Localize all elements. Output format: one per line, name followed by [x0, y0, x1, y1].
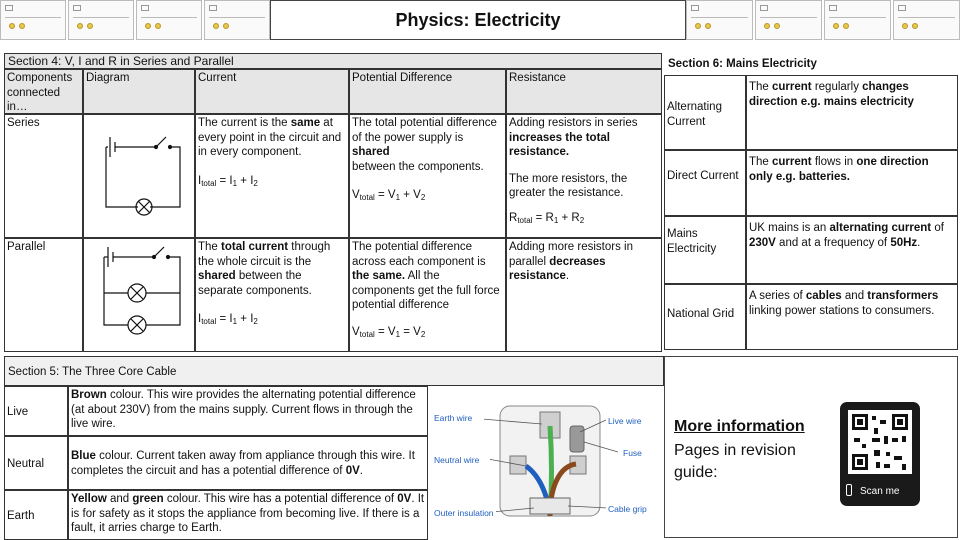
thumbnail [686, 0, 753, 40]
plug-label-neutral: Neutral wire [434, 455, 480, 465]
qr-code-card[interactable] [840, 402, 920, 506]
section5-title: Section 5: The Three Core Cable [4, 356, 664, 386]
series-res-equation: $R_{total} = R_1 + R_2$ [509, 211, 585, 225]
qr-code-svg [848, 410, 912, 474]
series-circuit-svg [84, 115, 195, 238]
cable-desc-earth: Yellow and green colour. This wire has a potential difference of 0V. It is for safety as it stops the appliance from becoming live. If there is a fault, it arries charge to Earth. [68, 490, 428, 540]
thumbnail [893, 0, 960, 40]
row-label-series: Series [4, 114, 83, 238]
thumbnail [136, 0, 202, 40]
phone-icon [846, 484, 852, 496]
s6-desc-3: A series of cables and transformers linking power stations to consumers. [746, 284, 958, 350]
series-current-bold: same [290, 117, 321, 129]
series-current-equation: $I_{total} = I_1 + I_2$ [198, 174, 258, 188]
parallel-pd-cell: The potential difference across each component is the same. All the components get the full force potential difference $V_{total} = V_1 = V_2$ [349, 238, 506, 352]
col-header-diagram: Diagram [83, 69, 195, 114]
thumbnail [204, 0, 270, 40]
section4-title: Section 4: V, I and R in Series and Parallel [4, 53, 662, 69]
plug-label-live: Live wire [608, 416, 642, 426]
earth-colour-b: green [132, 493, 164, 505]
plug-label-earth: Earth wire [434, 413, 473, 423]
parallel-current-bold: total current [221, 241, 289, 253]
s6-label-2: Mains Electricity [664, 216, 746, 284]
s6-label-1: Direct Current [664, 150, 746, 216]
col-header-resistance: Resistance [506, 69, 662, 114]
cable-label-live: Live [4, 386, 68, 436]
series-pd-bold: shared [352, 146, 390, 158]
parallel-res-bold: decreases resistance [509, 255, 606, 282]
series-resistance-cell [506, 114, 662, 238]
series-res-text-a: Adding resistors in series [509, 117, 638, 129]
series-circuit-diagram [83, 114, 195, 238]
series-res-more: The more resistors, the greater the resistance. [509, 172, 628, 199]
s6-desc-1: The current flows in one direction only e.g. batteries. [746, 150, 958, 216]
s6-label-0: Alternating Current [664, 75, 746, 150]
qr-code [848, 410, 912, 474]
s6-desc-0: The current regularly changes direction e.g. mains electricity [746, 75, 958, 150]
parallel-pd-bold: the same. [352, 270, 406, 282]
plug-label-outer: Outer insulation [434, 508, 494, 518]
page-title: Physics: Electricity [270, 0, 686, 40]
series-current-text-b: at every point in the circuit and in every component. [198, 117, 342, 158]
section6-title: Section 6: Mains Electricity [664, 55, 958, 73]
parallel-pd-equation: $V_{total} = V_1 = V_2$ [352, 325, 426, 339]
parallel-current-bold2: shared [198, 270, 236, 282]
cable-label-earth: Earth [4, 490, 68, 540]
plug-label-fuse: Fuse [623, 448, 642, 458]
cable-label-neutral: Neutral [4, 436, 68, 490]
series-pd-cell [349, 114, 506, 238]
parallel-circuit-diagram [83, 238, 195, 352]
series-pd-equation: $V_{total} = V_1 + V_2$ [352, 189, 426, 202]
col-header-components: Components connected in… [4, 69, 83, 114]
qr-caption: Scan me [860, 486, 900, 497]
thumbnail-strip-left [0, 0, 270, 40]
parallel-resistance-cell: Adding more resistors in parallel decreases resistance. [506, 238, 662, 352]
thumbnail-strip-right [686, 0, 960, 40]
series-current-text-a: The current is the [198, 117, 291, 129]
series-pd-text-b: between the components. [352, 160, 484, 173]
series-pd-text-a: The total potential difference of the power supply is [352, 117, 497, 144]
thumbnail [0, 0, 66, 40]
s6-label-3: National Grid [664, 284, 746, 350]
row-label-parallel: Parallel [4, 238, 83, 352]
plug-diagram [430, 386, 650, 536]
more-info-text: Pages in revision guide: [674, 442, 796, 481]
cable-desc-live: Brown colour. This wire provides the alternating potential difference (at about 230V) from the mains supply. Current flows in through the live wire. [68, 386, 428, 436]
plug-label-grip: Cable grip [608, 504, 647, 514]
s6-desc-2: UK mains is an alternating current of 230V and at a frequency of 50Hz. [746, 216, 958, 284]
live-colour: Brown [71, 389, 107, 401]
thumbnail [755, 0, 822, 40]
earth-colour-a: Yellow [71, 493, 107, 505]
series-current-cell [195, 114, 349, 238]
thumbnail [824, 0, 891, 40]
thumbnail [68, 0, 134, 40]
series-res-bold: increases the total resistance. [509, 131, 610, 158]
parallel-current-cell: The total current through the whole circuit is the shared between the separate components. $I_{total} = I_1 + I_2$ [195, 238, 349, 352]
col-header-pd: Potential Difference [349, 69, 506, 114]
col-header-current: Current [195, 69, 349, 114]
parallel-current-equation: $I_{total} = I_1 + I_2$ [198, 313, 258, 326]
neutral-colour: Blue [71, 450, 96, 462]
parallel-circuit-svg [84, 239, 195, 352]
cable-desc-neutral: Blue colour. Current taken away from appliance through this wire. It completes the circuit and has a potential difference of 0V. [68, 436, 428, 490]
more-info-heading: More information [674, 418, 805, 435]
